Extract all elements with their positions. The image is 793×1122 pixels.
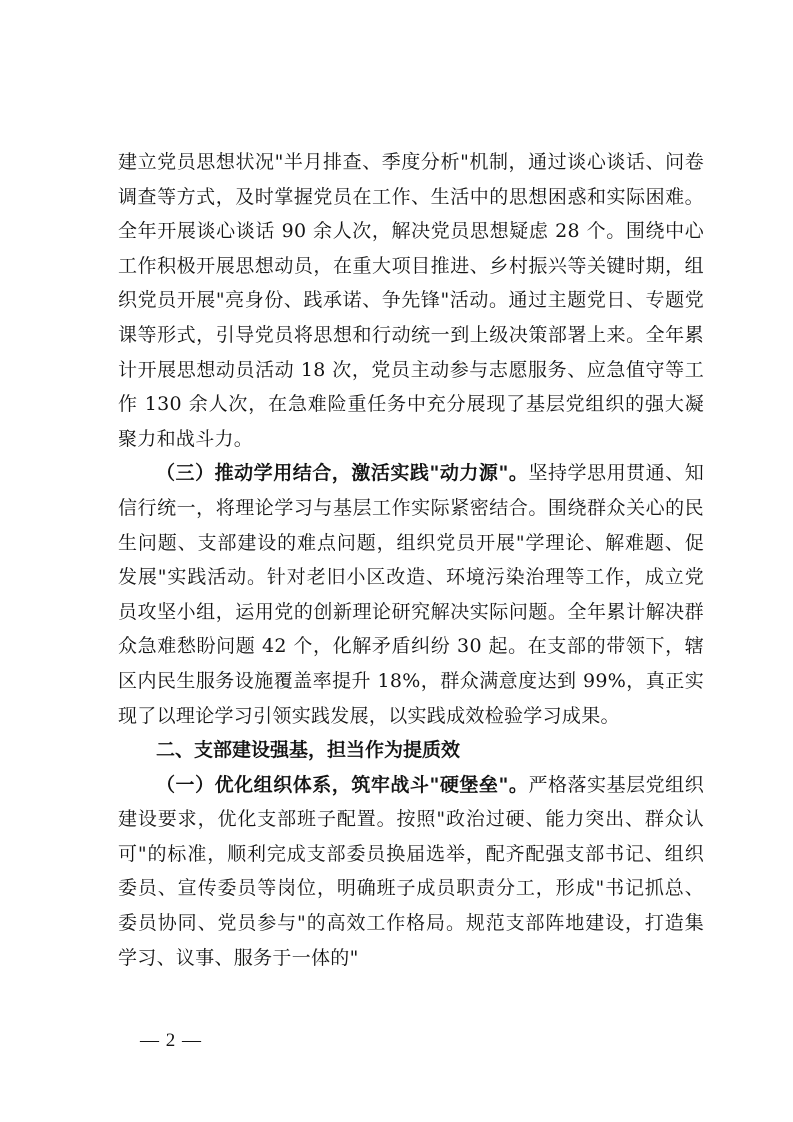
section-lead-3: （三）推动学用结合，激活实践"动力源"。 — [156, 462, 529, 485]
document-body — [118, 145, 704, 975]
section-heading-2: 二、支部建设强基，担当作为提质效 — [156, 739, 461, 762]
section-lead-1: （一）优化组织体系，筑牢战斗"硬堡垒"。 — [156, 773, 529, 796]
page-number: — 2 — — [140, 1030, 202, 1051]
paragraph-party-member-thoughts: 建立党员思想状况"半月排查、季度分析"机制，通过谈心谈话、问卷调查等方式，及时掌握党员在工作、生活中的思想困惑和实际困难。全年开展谈心谈话 90 余人次，解决党员思想疑虑 28 个。围绕中心工作积极开展思想动员，在重大项目推进、乡村振兴等关键时期，组织党员开展"亮身份、践承诺、争先锋"活动。通过主题党日、专题党课等形式，引导党员将思想和行动统一到上级决策部署上来。全年累计开展思想动员活动 18 次，党员主动参与志愿服务、应急值守等工作 130 余人次，在急难险重任务中充分展现了基层党组织的强大凝聚力和战斗力。 — [118, 151, 704, 450]
paragraph-body: 坚持学思用贯通、知信行统一，将理论学习与基层工作实际紧密结合。围绕群众关心的民生问题、支部建设的难点问题，组织党员开展"学理论、解难题、促发展"实践活动。针对老旧小区改造、环境污染治理等工作，成立党员攻坚小组，运用党的创新理论研究解决实际问题。全年累计解决群众急难愁盼问题 42 个，化解矛盾纠纷 30 起。在支部的带领下，辖区内民生服务设施覆盖率提升 18%，群众满意度达到 99%，真正实现了以理论学习引领实践发展，以实践成效检验学习成果。 — [118, 462, 704, 727]
paragraph-organization-system — [118, 768, 704, 976]
paragraph-body: 严格落实基层党组织建设要求，优化支部班子配置。按照"政治过硬、能力突出、群众认可"的标准，顺利完成支部委员换届选举，配齐配强支部书记、组织委员、宣传委员等岗位，明确班子成员职责分工，形成"书记抓总、委员协同、党员参与"的高效工作格局。规范支部阵地建设，打造集学习、议事、服务于一体的" — [118, 773, 704, 969]
paragraph-study-practice — [118, 456, 704, 733]
